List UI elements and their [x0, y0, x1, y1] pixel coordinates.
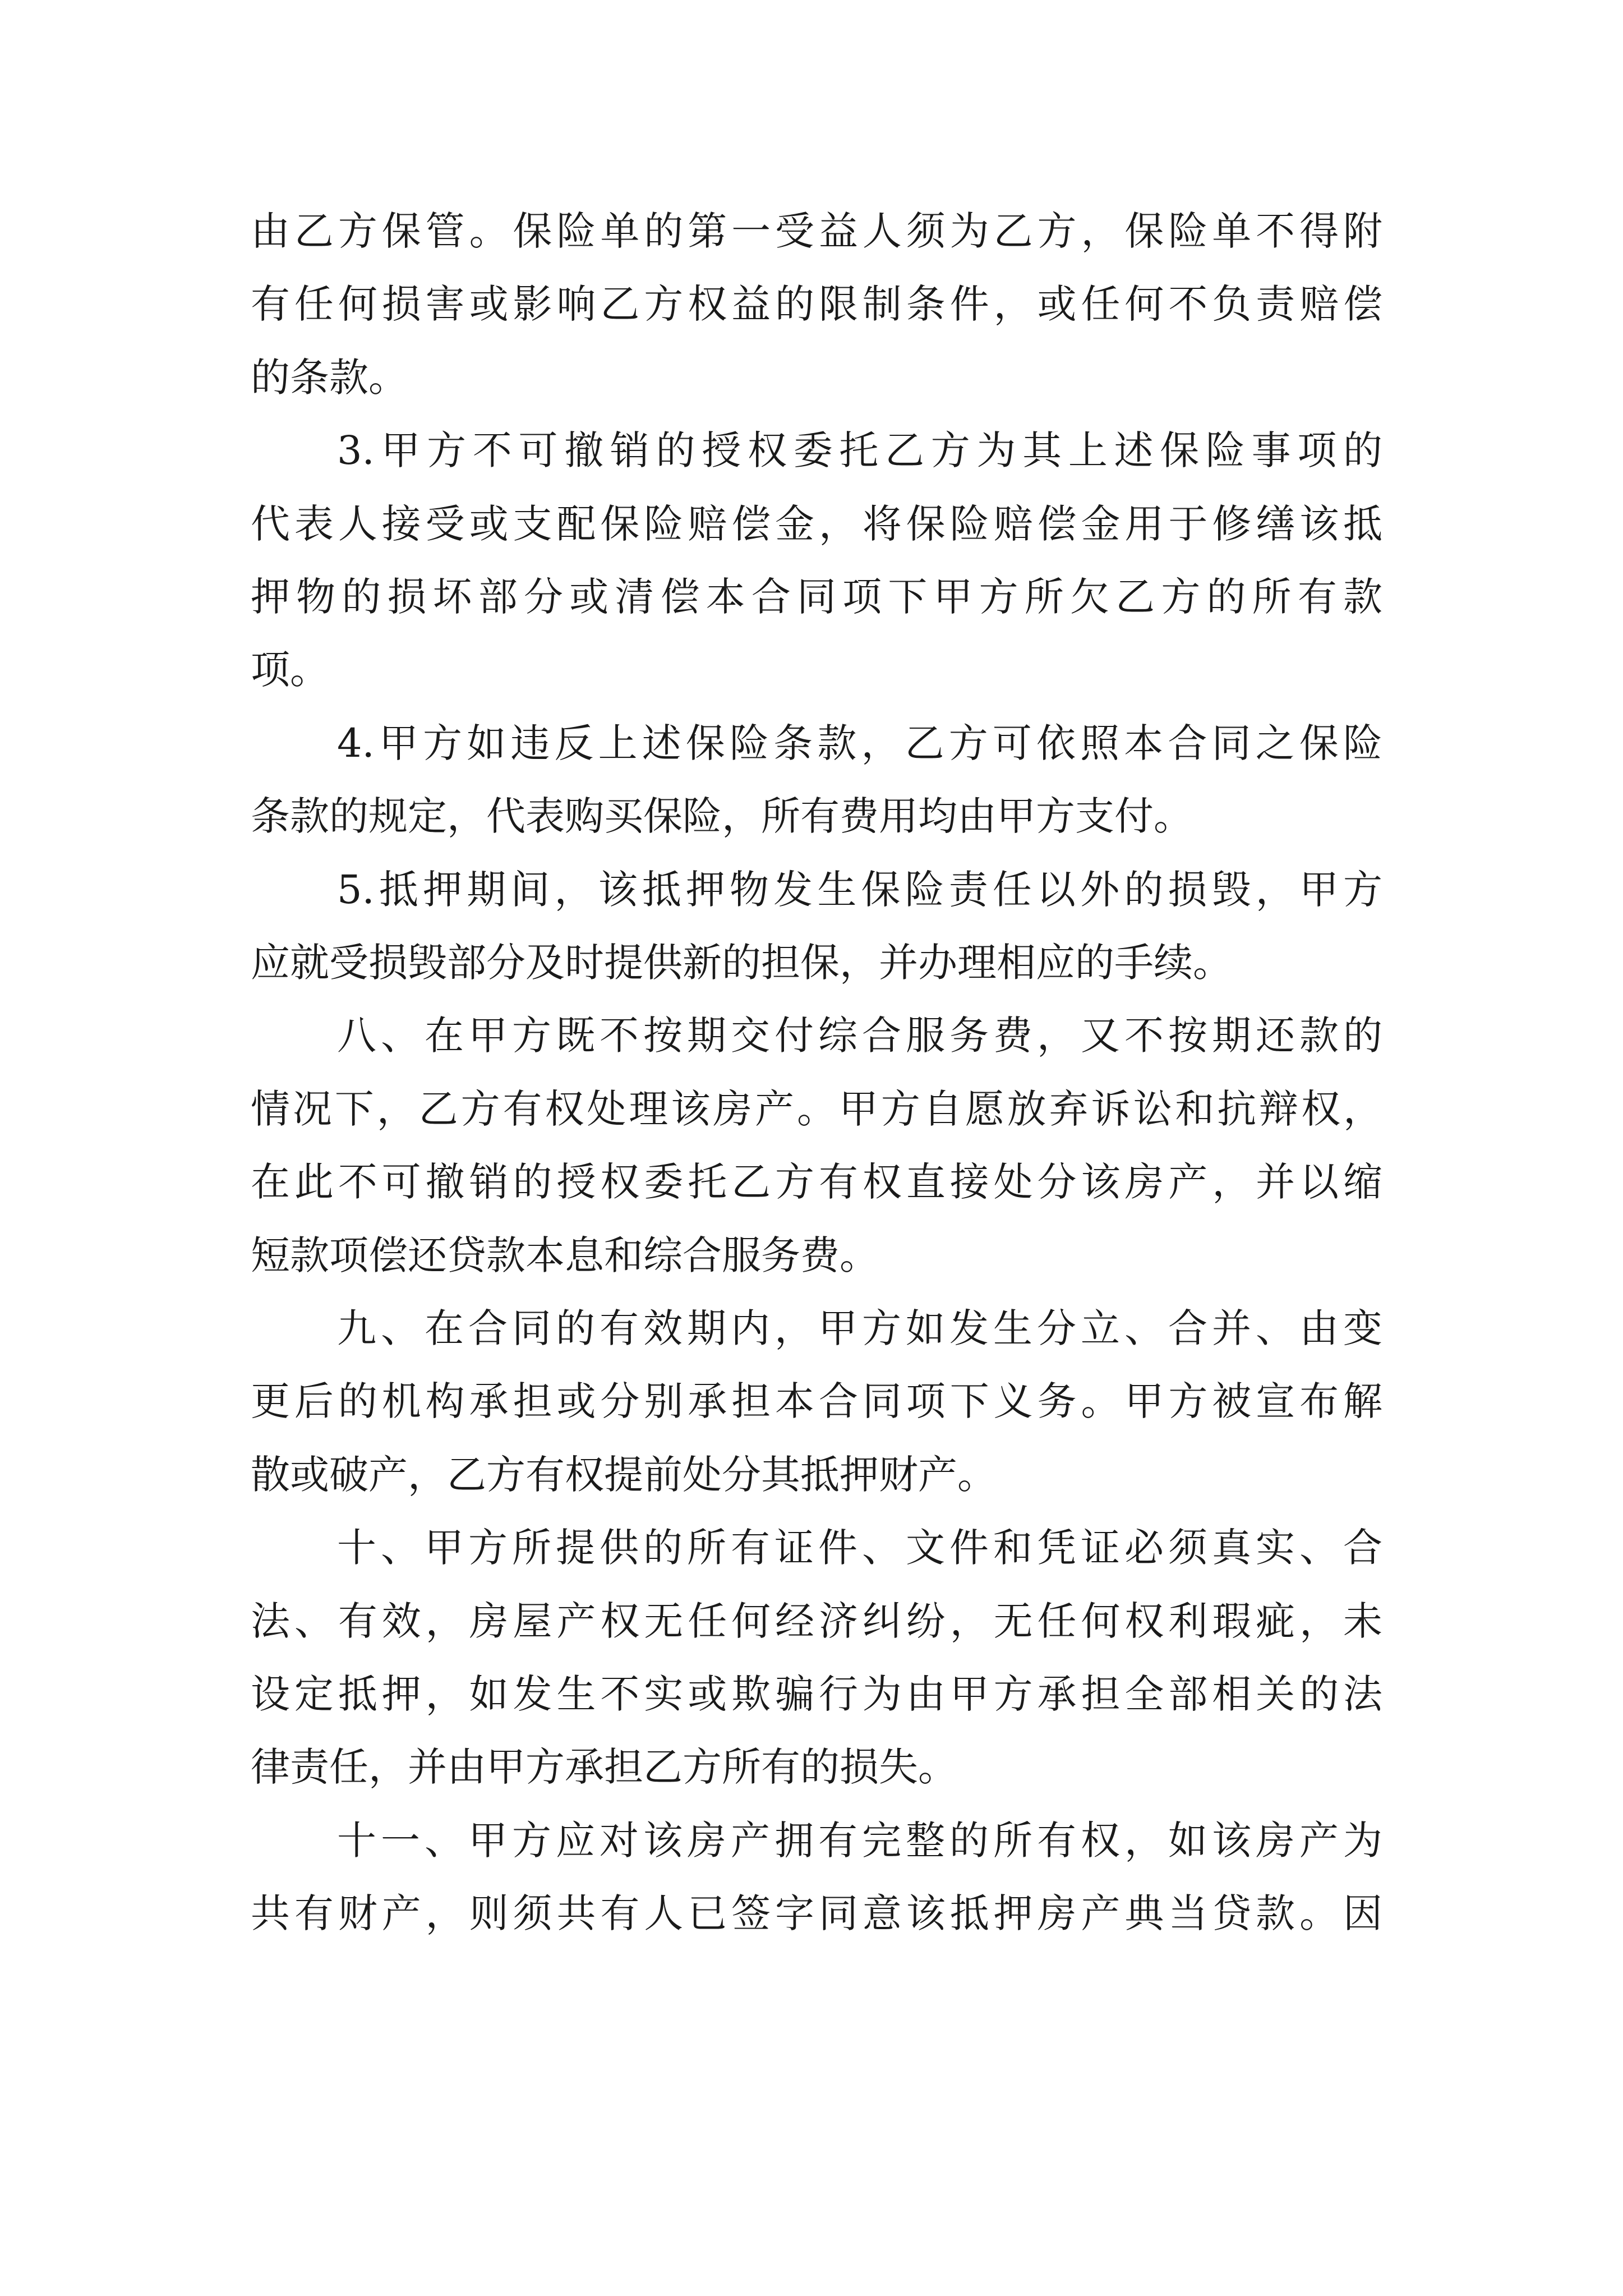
text-line: 八、在甲方既不按期交付综合服务费，又不按期还款的	[337, 1013, 1382, 1059]
text-line: 代表人接受或支配保险赔偿金，将保险赔偿金用于修缮该抵	[251, 501, 1382, 547]
text-line: 情况下，乙方有权处理该房产。甲方自愿放弃诉讼和抗辩权，	[251, 1086, 1382, 1132]
text-line: 短款项偿还贷款本息和综合服务费。	[251, 1232, 879, 1278]
text-line: 5.抵押期间，该抵押物发生保险责任以外的损毁，甲方	[337, 867, 1382, 913]
text-line: 共有财产，则须共有人已签字同意该抵押房产典当贷款。因	[251, 1890, 1382, 1936]
text-line: 的条款。	[251, 355, 408, 401]
text-line: 3.甲方不可撤销的授权委托乙方为其上述保险事项的	[337, 427, 1382, 473]
text-line: 法、有效，房屋产权无任何经济纠纷，无任何权利瑕疵，未	[251, 1598, 1382, 1644]
text-line: 4.甲方如违反上述保险条款，乙方可依照本合同之保险	[337, 720, 1382, 766]
text-line: 由乙方保管。保险单的第一受益人须为乙方，保险单不得附	[251, 208, 1382, 254]
text-line: 九、在合同的有效期内，甲方如发生分立、合并、由变	[337, 1305, 1382, 1351]
text-line: 设定抵押，如发生不实或欺骗行为由甲方承担全部相关的法	[251, 1671, 1382, 1717]
text-line: 应就受损毁部分及时提供新的担保，并办理相应的手续。	[251, 940, 1232, 986]
text-line: 十一、甲方应对该房产拥有完整的所有权，如该房产为	[337, 1818, 1382, 1864]
text-line: 更后的机构承担或分别承担本合同项下义务。甲方被宣布解	[251, 1378, 1382, 1424]
text-line: 在此不可撤销的授权委托乙方有权直接处分该房产，并以缩	[251, 1159, 1382, 1205]
text-line: 有任何损害或影响乙方权益的限制条件，或任何不负责赔偿	[251, 281, 1382, 327]
text-line: 十、甲方所提供的所有证件、文件和凭证必须真实、合	[337, 1525, 1382, 1571]
text-line: 条款的规定，代表购买保险，所有费用均由甲方支付。	[251, 793, 1193, 839]
text-line: 项。	[251, 647, 329, 693]
text-line: 押物的损坏部分或清偿本合同项下甲方所欠乙方的所有款	[251, 574, 1382, 620]
text-line: 散或破产，乙方有权提前处分其抵押财产。	[251, 1452, 997, 1498]
text-line: 律责任，并由甲方承担乙方所有的损失。	[251, 1744, 957, 1790]
